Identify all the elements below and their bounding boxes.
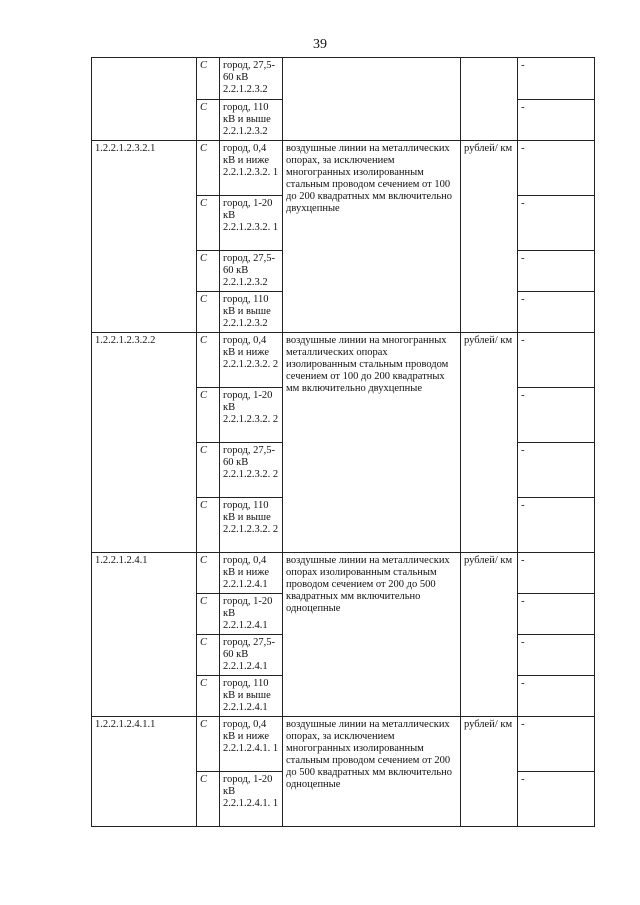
voltage-level-cell: город, 1-20 кВ 2.2.1.2.3.2. 2 — [220, 388, 283, 443]
unit-cell — [461, 58, 518, 141]
voltage-level-cell: город, 0,4 кВ и ниже 2.2.1.2.4.1 — [220, 553, 283, 594]
value-cell: - — [518, 676, 595, 717]
unit-cell: рублей/ км — [461, 553, 518, 717]
table-row — [92, 141, 595, 196]
item-code-cell: 1.2.2.1.2.3.2.1 — [92, 141, 197, 333]
category-cell: С — [197, 58, 220, 100]
value-cell: - — [518, 594, 595, 635]
voltage-level-cell: город, 0,4 кВ и ниже 2.2.1.2.3.2. 1 — [220, 141, 283, 196]
value-cell: - — [518, 635, 595, 676]
value-cell: - — [518, 251, 595, 292]
voltage-level-cell: город, 1-20 кВ 2.2.1.2.3.2. 1 — [220, 196, 283, 251]
voltage-level-cell: город, 27,5-60 кВ 2.2.1.2.4.1 — [220, 635, 283, 676]
value-cell: - — [518, 443, 595, 498]
value-cell: - — [518, 100, 595, 141]
description-cell: воздушные линии на металлических опорах, за исключением многогранных изолированным стальным проводом сечением от 100 до 200 квадратных мм включительно двухцепные — [283, 141, 461, 333]
item-code-cell: 1.2.2.1.2.4.1.1 — [92, 717, 197, 827]
value-cell: - — [518, 333, 595, 388]
voltage-level-cell: город, 1-20 кВ 2.2.1.2.4.1. 1 — [220, 772, 283, 827]
category-cell: С — [197, 772, 220, 827]
table-row — [92, 553, 595, 594]
voltage-level-cell: город, 0,4 кВ и ниже 2.2.1.2.3.2. 2 — [220, 333, 283, 388]
value-cell: - — [518, 553, 595, 594]
item-code-cell: 1.2.2.1.2.3.2.2 — [92, 333, 197, 553]
category-cell: С — [197, 333, 220, 388]
category-cell: С — [197, 635, 220, 676]
voltage-level-cell: город, 110 кВ и выше 2.2.1.2.3.2. 2 — [220, 498, 283, 553]
table-row — [92, 58, 595, 100]
unit-cell: рублей/ км — [461, 717, 518, 827]
tariff-table-body — [92, 58, 595, 827]
category-cell: С — [197, 141, 220, 196]
category-cell: С — [197, 594, 220, 635]
voltage-level-cell: город, 27,5-60 кВ 2.2.1.2.3.2 — [220, 251, 283, 292]
description-cell: воздушные линии на металлических опорах изолированным стальным проводом сечением от 200 до 500 квадратных мм включительно одноцепные — [283, 553, 461, 717]
voltage-level-cell: город, 110 кВ и выше 2.2.1.2.3.2 — [220, 100, 283, 141]
value-cell: - — [518, 292, 595, 333]
voltage-level-cell: город, 27,5-60 кВ 2.2.1.2.3.2 — [220, 58, 283, 100]
value-cell: - — [518, 58, 595, 100]
unit-cell: рублей/ км — [461, 141, 518, 333]
tariff-table — [91, 57, 595, 827]
category-cell: С — [197, 292, 220, 333]
voltage-level-cell: город, 110 кВ и выше 2.2.1.2.4.1 — [220, 676, 283, 717]
value-cell: - — [518, 498, 595, 553]
voltage-level-cell: город, 110 кВ и выше 2.2.1.2.3.2 — [220, 292, 283, 333]
value-cell: - — [518, 772, 595, 827]
description-cell: воздушные линии на металлических опорах, за исключением многогранных изолированным стальным проводом сечением от 200 до 500 квадратных мм включительно одноцепные — [283, 717, 461, 827]
table-row — [92, 717, 595, 772]
voltage-level-cell: город, 27,5-60 кВ 2.2.1.2.3.2. 2 — [220, 443, 283, 498]
value-cell: - — [518, 141, 595, 196]
value-cell: - — [518, 196, 595, 251]
category-cell: С — [197, 553, 220, 594]
item-code-cell — [92, 58, 197, 141]
category-cell: С — [197, 498, 220, 553]
description-cell: воздушные линии на многогранных металлических опорах изолированным стальным проводом сечением от 100 до 200 квадратных мм включительно двухцепные — [283, 333, 461, 553]
voltage-level-cell: город, 0,4 кВ и ниже 2.2.1.2.4.1. 1 — [220, 717, 283, 772]
category-cell: С — [197, 100, 220, 141]
item-code-cell: 1.2.2.1.2.4.1 — [92, 553, 197, 717]
category-cell: С — [197, 443, 220, 498]
category-cell: С — [197, 388, 220, 443]
category-cell: С — [197, 196, 220, 251]
category-cell: С — [197, 717, 220, 772]
unit-cell: рублей/ км — [461, 333, 518, 553]
voltage-level-cell: город, 1-20 кВ 2.2.1.2.4.1 — [220, 594, 283, 635]
page-number: 39 — [313, 37, 327, 52]
category-cell: С — [197, 676, 220, 717]
value-cell: - — [518, 717, 595, 772]
description-cell — [283, 58, 461, 141]
value-cell: - — [518, 388, 595, 443]
category-cell: С — [197, 251, 220, 292]
table-row — [92, 333, 595, 388]
